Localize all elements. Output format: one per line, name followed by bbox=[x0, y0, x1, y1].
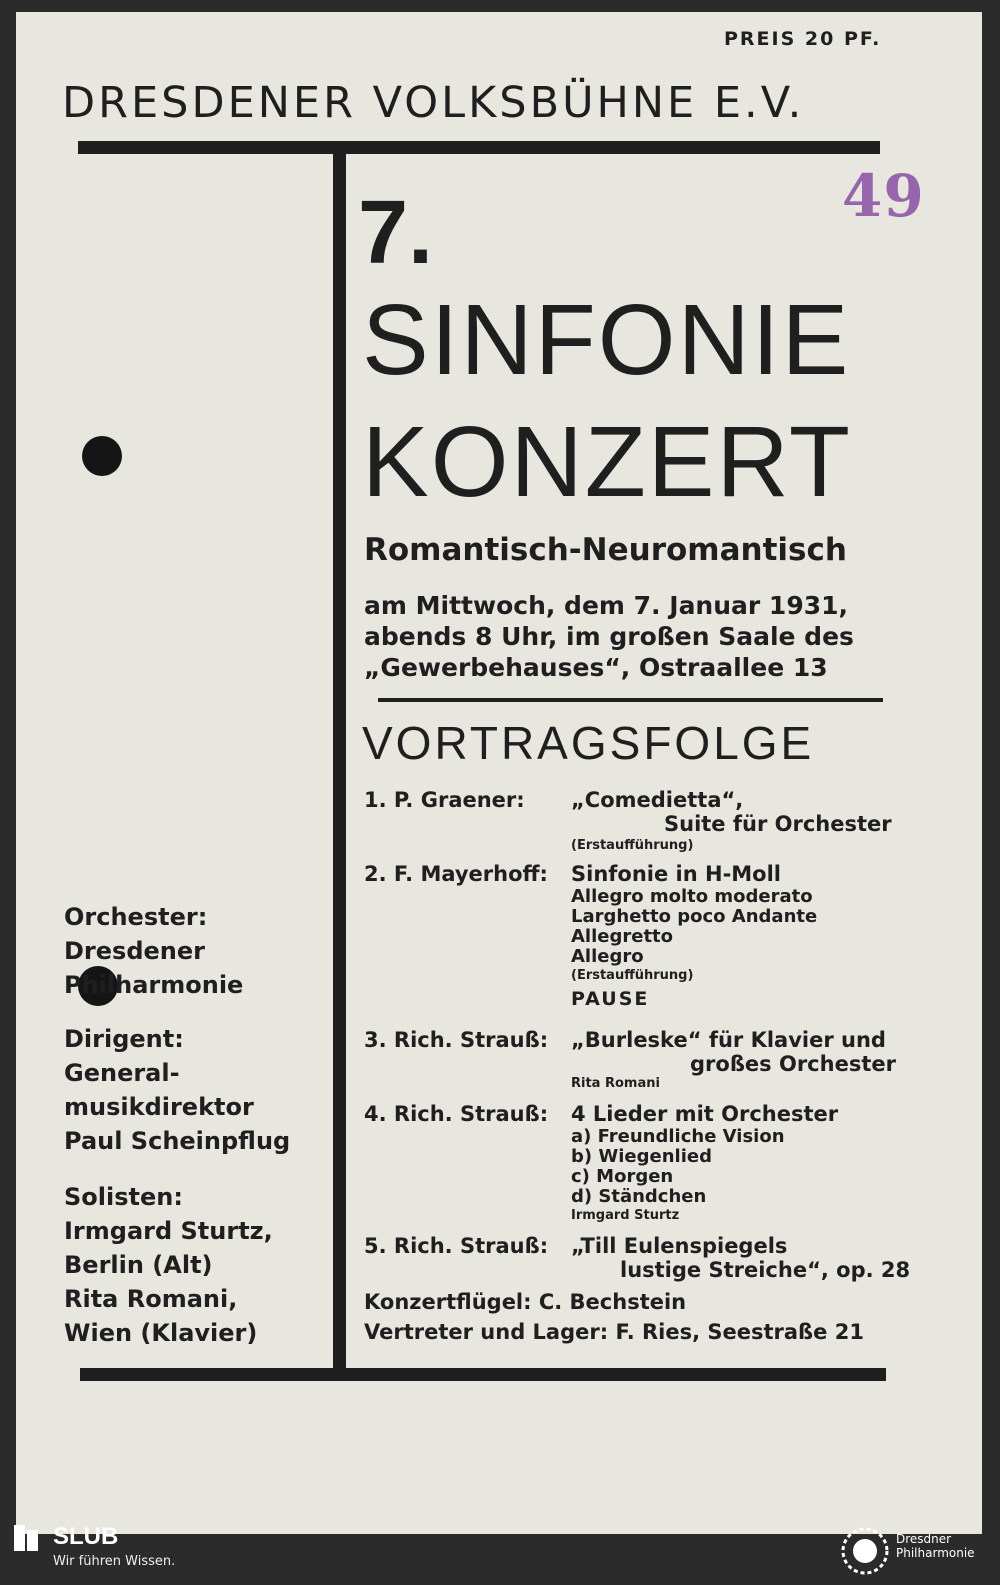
item-5-line-1: „Till Eulenspiegels bbox=[571, 1234, 788, 1258]
item-4-song-1: a) Freundliche Vision bbox=[571, 1126, 785, 1147]
program-heading: VORTRAGSFOLGE bbox=[362, 717, 815, 769]
concert-number: 7. bbox=[358, 183, 434, 283]
library-tagline: Wir führen Wissen. bbox=[53, 1554, 176, 1569]
item-2-line-1: Sinfonie in H-Moll bbox=[571, 862, 782, 886]
title-line-1: SINFONIE bbox=[362, 284, 851, 396]
pause-label: PAUSE bbox=[571, 988, 650, 1010]
item-1-line-2: Suite für Orchester bbox=[664, 812, 892, 836]
philharmonie-logo-icon bbox=[840, 1526, 890, 1576]
item-1-line-1: „Comedietta“, bbox=[571, 788, 744, 812]
library-name: SLUB bbox=[53, 1523, 119, 1550]
bottom-rule bbox=[80, 1368, 886, 1381]
dealer-credit bbox=[364, 1320, 864, 1344]
soloist-1-name: Irmgard Sturtz, bbox=[64, 1217, 273, 1245]
price-label: PREIS 20 PF. bbox=[724, 28, 882, 50]
conductor-name: Paul Scheinpflug bbox=[64, 1127, 291, 1155]
item-2-movement-4: Allegro bbox=[571, 946, 644, 967]
item-5-composer: 5. Rich. Strauß: bbox=[364, 1234, 549, 1258]
inventory-stamp: 49 bbox=[842, 162, 925, 230]
item-3-note: Rita Romani bbox=[571, 1076, 660, 1091]
punch-hole-top bbox=[82, 436, 122, 476]
organization-title: DRESDENER VOLKSBÜHNE E.V. bbox=[62, 78, 805, 128]
item-3-composer: 3. Rich. Strauß: bbox=[364, 1028, 549, 1052]
title-line-2: KONZERT bbox=[362, 406, 852, 518]
item-5-line-2: lustige Streiche“, op. 28 bbox=[620, 1258, 911, 1282]
date-line-3: „Gewerbehauses“, Ostraallee 13 bbox=[364, 653, 828, 682]
item-1-composer: 1. P. Graener: bbox=[364, 788, 525, 812]
subtitle: Romantisch-Neuromantisch bbox=[364, 532, 847, 568]
partner-name: Dresdner Philharmonie bbox=[896, 1532, 975, 1560]
item-2-movement-1: Allegro molto moderato bbox=[571, 886, 813, 907]
vertical-rule bbox=[333, 154, 346, 1370]
item-3-line-1: „Burleske“ für Klavier und bbox=[571, 1028, 886, 1052]
conductor-label: Dirigent: bbox=[64, 1025, 184, 1053]
soloist-2-name: Rita Romani, bbox=[64, 1285, 238, 1313]
item-2-composer: 2. F. Mayerhoff: bbox=[364, 862, 548, 886]
item-4-song-4: d) Ständchen bbox=[571, 1186, 707, 1207]
piano-brand: C. Bechstein bbox=[538, 1290, 687, 1314]
item-4-line-1: 4 Lieder mit Orchester bbox=[571, 1102, 839, 1126]
dealer-name: F. Ries, Seestraße 21 bbox=[615, 1320, 864, 1344]
item-4-song-3: c) Morgen bbox=[571, 1166, 674, 1187]
item-2-note: (Erstaufführung) bbox=[571, 968, 694, 983]
item-4-song-2: b) Wiegenlied bbox=[571, 1146, 712, 1167]
date-line-2: abends 8 Uhr, im großen Saale des bbox=[364, 622, 854, 651]
piano-label: Konzertflügel: bbox=[364, 1290, 532, 1314]
piano-credit bbox=[364, 1290, 686, 1314]
soloists-label: Solisten: bbox=[64, 1183, 183, 1211]
orchestra-label: Orchester: bbox=[64, 903, 208, 931]
conductor-title-2: musikdirektor bbox=[64, 1093, 254, 1121]
item-3-line-2: großes Orchester bbox=[690, 1052, 896, 1076]
date-line-1: am Mittwoch, dem 7. Januar 1931, bbox=[364, 591, 849, 620]
orchestra-name-2: Philharmonie bbox=[64, 971, 244, 999]
item-4-composer: 4. Rich. Strauß: bbox=[364, 1102, 549, 1126]
conductor-title-1: General- bbox=[64, 1059, 180, 1087]
program-divider bbox=[378, 698, 883, 702]
orchestra-name-1: Dresdener bbox=[64, 937, 205, 965]
slub-logo-icon bbox=[12, 1522, 40, 1554]
soloist-1-origin: Berlin (Alt) bbox=[64, 1251, 213, 1279]
item-2-movement-3: Allegretto bbox=[571, 926, 674, 947]
soloist-2-origin: Wien (Klavier) bbox=[64, 1319, 258, 1347]
item-4-note: Irmgard Sturtz bbox=[571, 1208, 680, 1223]
item-1-note: (Erstaufführung) bbox=[571, 838, 694, 853]
dealer-label: Vertreter und Lager: bbox=[364, 1320, 609, 1344]
item-2-movement-2: Larghetto poco Andante bbox=[571, 906, 818, 927]
top-rule bbox=[78, 141, 880, 154]
